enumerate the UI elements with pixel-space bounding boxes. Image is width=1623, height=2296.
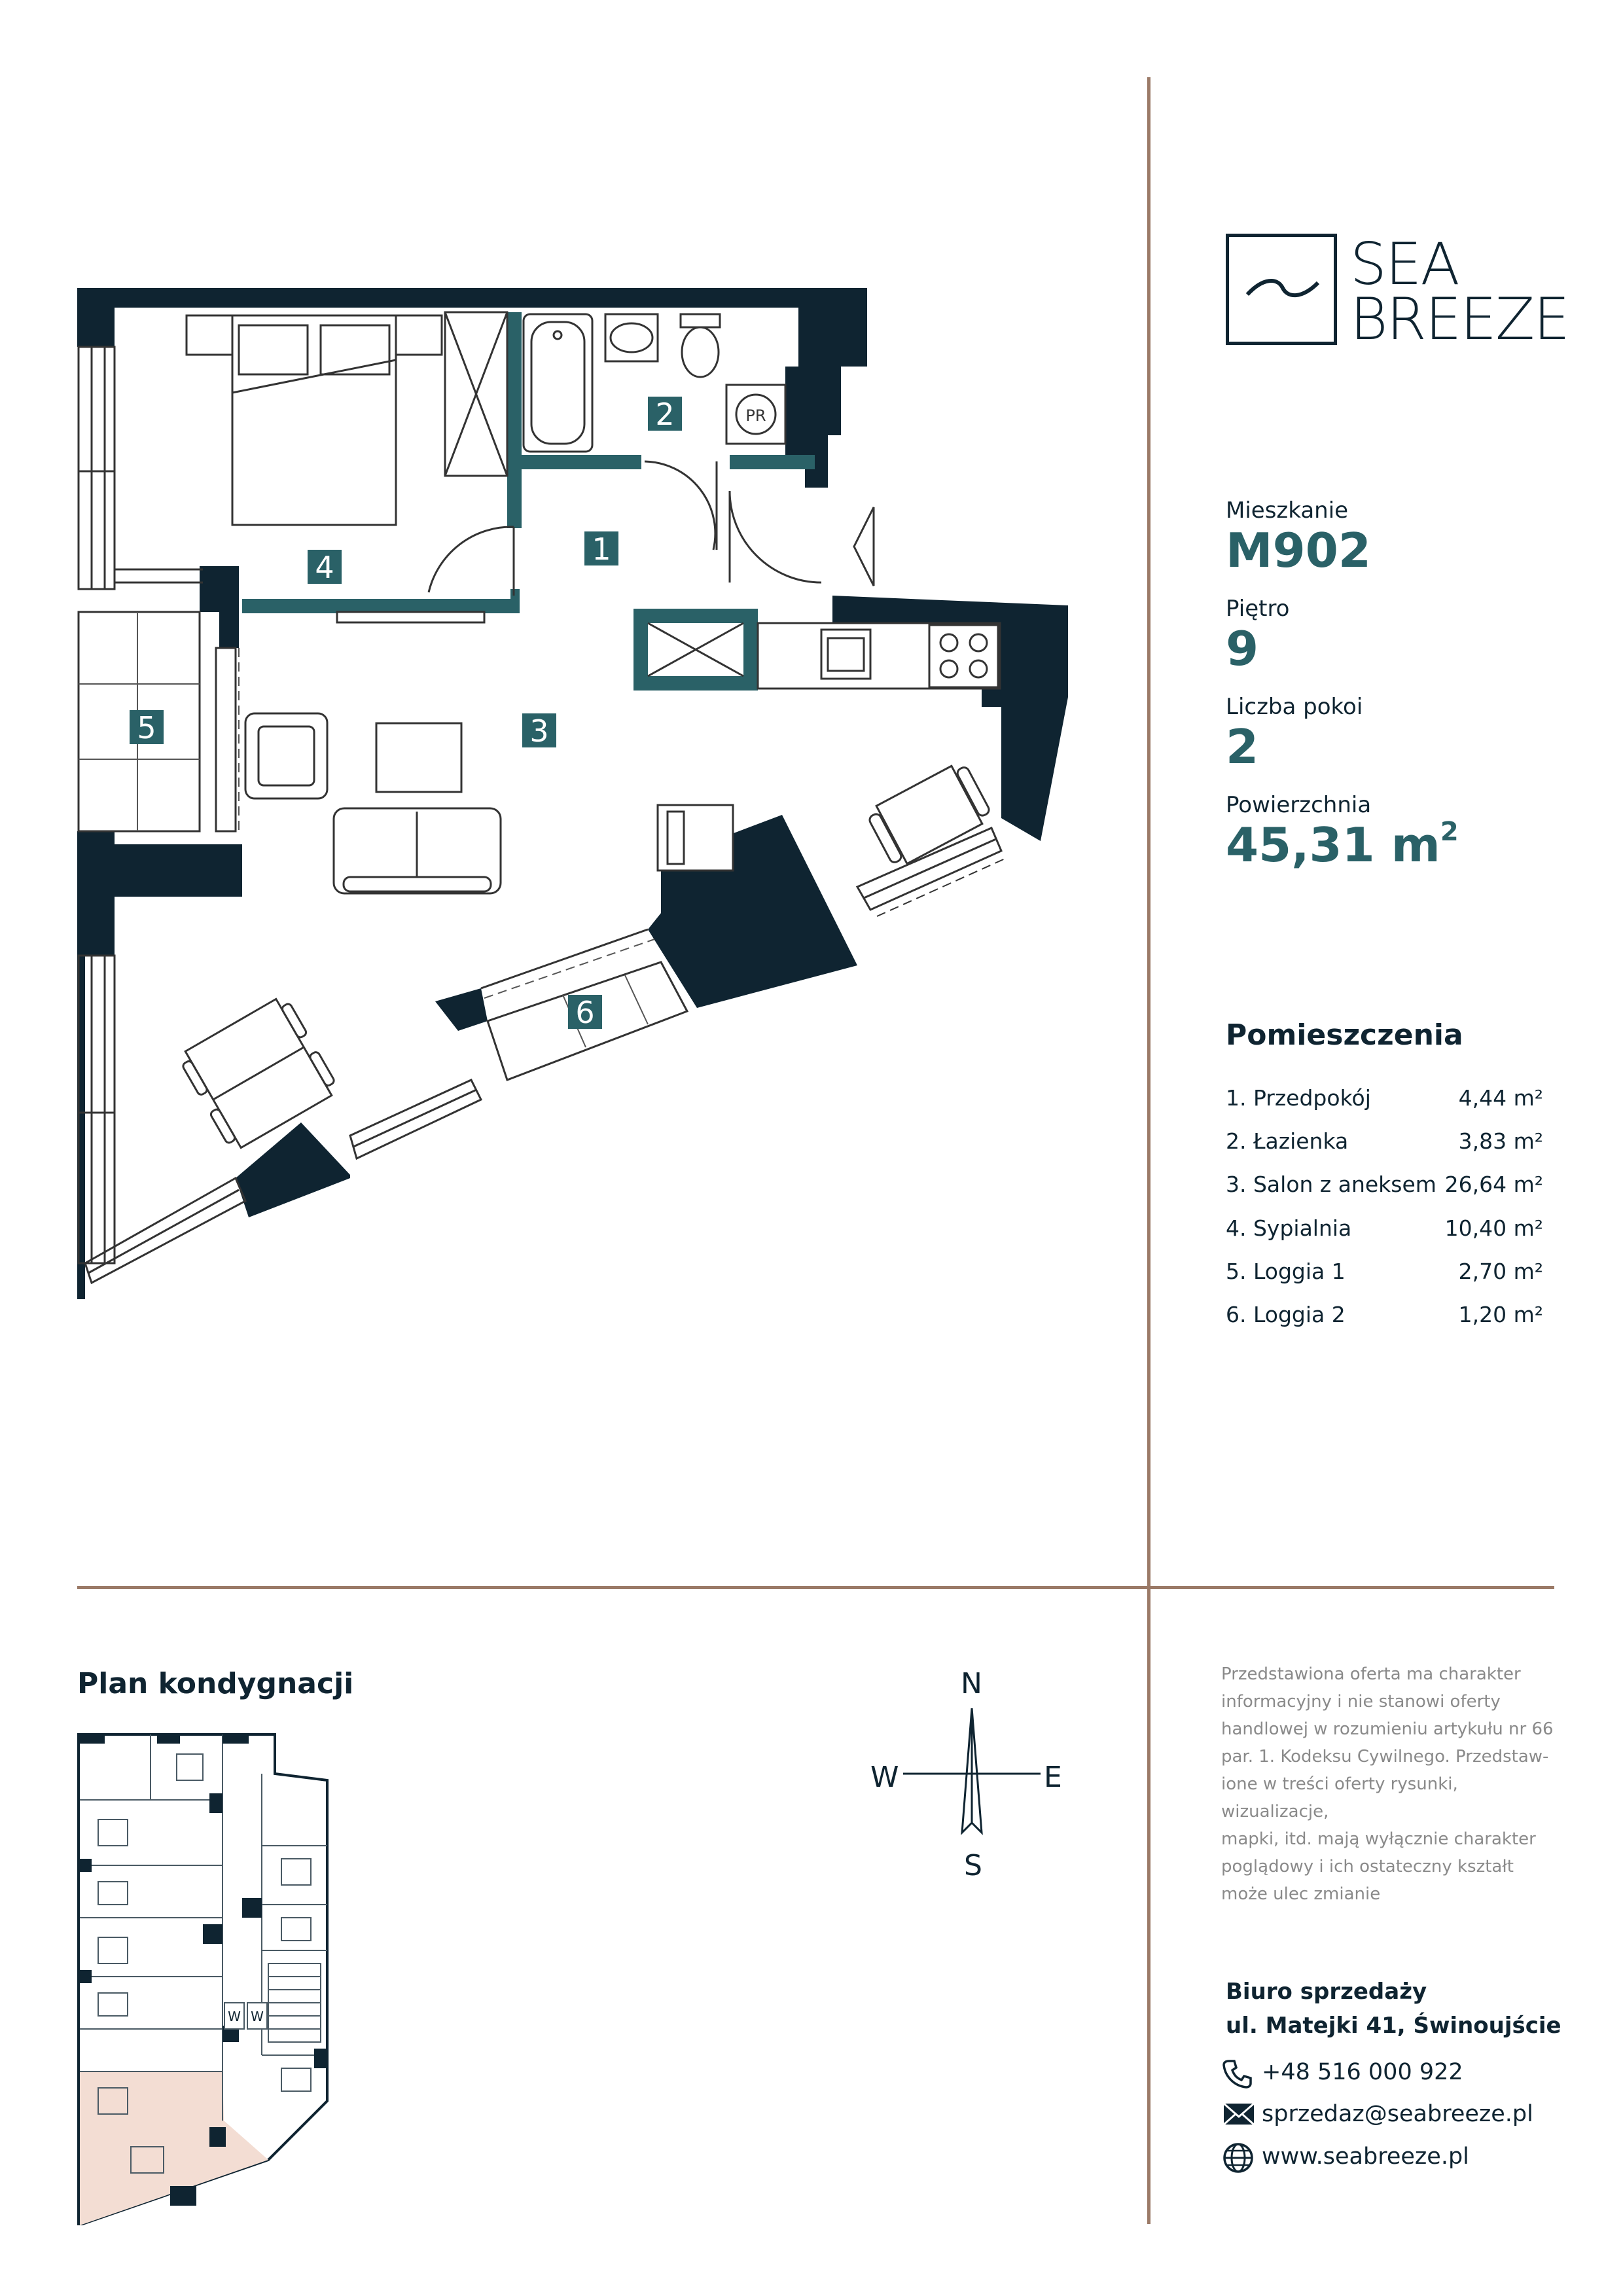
washing-machine-label: PR: [745, 406, 766, 425]
horizontal-divider: [77, 1586, 1554, 1589]
cooktop: [929, 625, 998, 687]
apartment-value: M902: [1226, 523, 1371, 578]
apartment-label: Mieszkanie: [1226, 497, 1349, 524]
badge-room-3: 3: [529, 713, 549, 749]
floor-plan-title: Plan kondygnacji: [77, 1667, 354, 1700]
room-name: 1. Przedpokój: [1226, 1085, 1371, 1111]
floor-label: Piętro: [1226, 596, 1290, 622]
area-value: [1226, 817, 1459, 872]
badge-room-4: 4: [315, 550, 334, 585]
rooms-count-label: Liczba pokoi: [1226, 694, 1363, 720]
email-link[interactable]: sprzedaz@seabreeze.pl: [1262, 2101, 1533, 2127]
room-area: 4,44 m²: [1458, 1085, 1543, 1111]
room-name: 4. Sypialnia: [1226, 1215, 1352, 1241]
disclaimer-line: Przedstawiona oferta ma charakter: [1221, 1664, 1521, 1684]
badge-room-5: 5: [137, 710, 156, 745]
logo-line1: SEA: [1350, 230, 1459, 298]
vertical-divider: [1147, 77, 1150, 2224]
badge-room-1: 1: [592, 531, 611, 567]
entrance-arrow-icon: [854, 507, 874, 586]
room-name: 6. Loggia 2: [1226, 1302, 1346, 1327]
shaft-label-2: W: [251, 2009, 264, 2024]
disclaimer-line: poglądowy i ich ostateczny kształt: [1221, 1857, 1514, 1876]
email-icon: [1222, 2102, 1255, 2126]
disclaimer: [1221, 1660, 1561, 1908]
disclaimer-line: może ulec zmianie: [1221, 1884, 1381, 1904]
room-name: 3. Salon z aneksem: [1226, 1172, 1436, 1197]
compass-west: W: [870, 1761, 899, 1794]
room-name: 2. Łazienka: [1226, 1128, 1349, 1154]
rooms-title: Pomieszczenia: [1226, 1018, 1463, 1052]
phone-icon: [1222, 2058, 1253, 2089]
area-label: Powierzchnia: [1226, 792, 1372, 818]
room-row: [1226, 1302, 1543, 1327]
room-area: 10,40 m²: [1444, 1215, 1543, 1241]
disclaimer-line: handlowej w rozumieniu artykułu nr 66: [1221, 1719, 1554, 1739]
compass-east: E: [1044, 1761, 1062, 1794]
logo-line2: BREEZE: [1350, 285, 1569, 353]
room-row: [1226, 1215, 1543, 1241]
room-area: 26,64 m²: [1444, 1172, 1543, 1197]
phone-link[interactable]: +48 516 000 922: [1262, 2059, 1463, 2085]
disclaimer-line: mapki, itd. mają wyłącznie charakter: [1221, 1829, 1536, 1849]
room-area: 1,20 m²: [1458, 1302, 1543, 1327]
shaft-label-1: W: [228, 2009, 241, 2024]
floor-value: 9: [1226, 621, 1259, 676]
compass-rose-icon: [903, 1708, 1041, 1839]
room-row: [1226, 1085, 1543, 1111]
area-superscript: 2: [1440, 817, 1459, 847]
room-row: [1226, 1128, 1543, 1154]
room-area: 2,70 m²: [1458, 1259, 1543, 1284]
disclaimer-line: informacyjny i nie stanowi oferty: [1221, 1692, 1501, 1712]
room-row: [1226, 1259, 1543, 1284]
disclaimer-line: ione w treści oferty rysunki, wizualizacje,: [1221, 1774, 1458, 1821]
badge-room-6: 6: [575, 995, 595, 1030]
compass-south: S: [964, 1849, 982, 1882]
logo-wave-box: [1226, 234, 1337, 345]
badge-room-2: 2: [655, 397, 675, 432]
room-row: [1226, 1172, 1543, 1197]
rooms-count-value: 2: [1226, 719, 1259, 774]
wave-icon: [1229, 237, 1334, 342]
office-address: ul. Matejki 41, Świnoujście: [1226, 2013, 1561, 2039]
office-title: Biuro sprzedaży: [1226, 1979, 1427, 2005]
room-area: 3,83 m²: [1458, 1128, 1543, 1154]
toilet: [682, 327, 719, 377]
globe-icon: [1222, 2142, 1254, 2174]
website-link[interactable]: www.seabreeze.pl: [1262, 2144, 1469, 2170]
apartment-floor-plan: [0, 0, 1139, 1361]
disclaimer-line: par. 1. Kodeksu Cywilnego. Przedstaw-: [1221, 1747, 1549, 1767]
room-name: 5. Loggia 1: [1226, 1259, 1346, 1284]
compass-north: N: [961, 1667, 982, 1700]
coffee-table: [376, 723, 461, 792]
area-number: 45,31 m: [1226, 817, 1440, 872]
building-floor-plan: [72, 1728, 373, 2225]
